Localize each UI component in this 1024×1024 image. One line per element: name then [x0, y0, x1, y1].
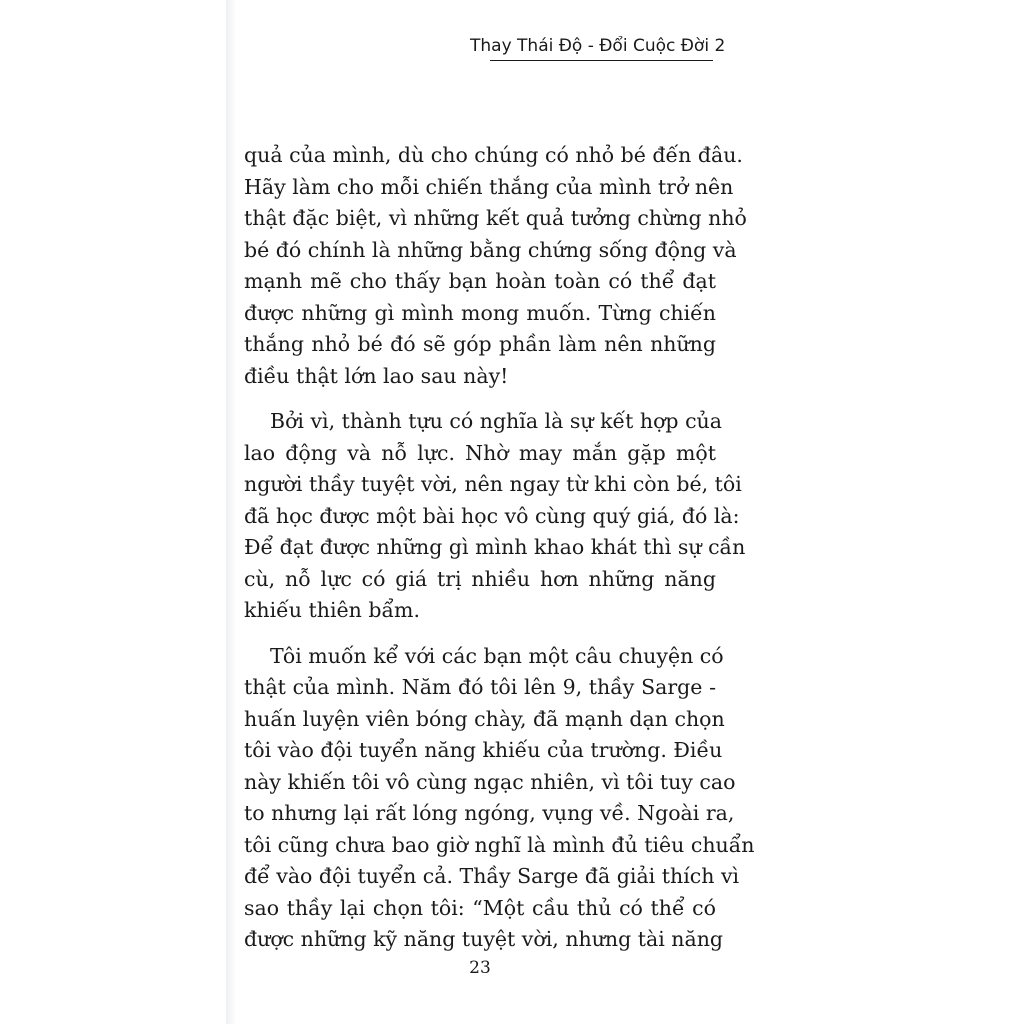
text-line: Hãy làm cho mỗi chiến thắng của mình trở nên: [244, 174, 734, 199]
paragraph: [244, 641, 755, 956]
text-line: đã học được một bài học vô cùng quý giá, đó là:: [244, 503, 740, 528]
paragraph: [244, 140, 747, 392]
text-line: được những kỹ năng tuyệt vời, nhưng tài năng: [244, 927, 724, 951]
text-line: để vào đội tuyển cả. Thầy Sarge đã giải thích vì: [244, 864, 740, 888]
header-underline: [490, 60, 713, 61]
text-line: thật đặc biệt, vì những kết quả tưởng chừng nhỏ: [244, 206, 747, 230]
page-number: 23: [469, 958, 491, 978]
text-line: bé đó chính là những bằng chứng sống động và: [244, 237, 737, 262]
text-line: này khiến tôi vô cùng ngạc nhiên, vì tôi tuy cao: [244, 769, 736, 794]
text-line: thật của mình. Năm đó tôi lên 9, thầy Sarge -: [244, 675, 716, 699]
text-line: sao thầy lại chọn tôi: “Một cầu thủ có thể có: [244, 895, 716, 920]
text-line: quả của mình, dù cho chúng có nhỏ bé đến đâu.: [244, 143, 743, 167]
text-line: thắng nhỏ bé đó sẽ góp phần làm nên những: [244, 332, 716, 356]
text-line: Tôi muốn kể với các bạn một câu chuyện có: [270, 643, 724, 668]
text-line: mạnh mẽ cho thấy bạn hoàn toàn có thể đạt: [244, 269, 716, 293]
paragraph-gap: [244, 392, 716, 406]
text-line: được những gì mình mong muốn. Từng chiến: [244, 300, 716, 325]
text-line: Để đạt được những gì mình khao khát thì sự cần: [244, 535, 746, 559]
paragraph-gap: [244, 627, 716, 641]
text-line: to nhưng lại rất lóng ngóng, vụng về. Ngoài ra,: [244, 801, 735, 825]
text-line: người thầy tuyệt vời, nên ngay từ khi còn bé, tôi: [244, 472, 742, 496]
text-line: tôi vào đội tuyển năng khiếu của trường. Điều: [244, 738, 723, 762]
text-line: cù, nỗ lực có giá trị nhiều hơn những năng: [244, 566, 716, 591]
text-line: điều thật lớn lao sau này!: [244, 363, 509, 388]
running-header-title: Thay Thái Độ - Đổi Cuộc Đời 2: [470, 36, 726, 56]
body-text: [244, 140, 755, 956]
text-line: tôi cũng chưa bao giờ nghĩ là mình đủ tiêu chuẩn: [244, 832, 755, 857]
text-line: lao động và nỗ lực. Nhờ may mắn gặp một: [244, 440, 716, 465]
text-line: Bởi vì, thành tựu có nghĩa là sự kết hợp của: [270, 409, 722, 433]
paragraph: [244, 406, 746, 627]
text-line: huấn luyện viên bóng chày, đã mạnh dạn chọn: [244, 706, 725, 731]
page-edge-shadow: [226, 0, 236, 1024]
text-line: khiếu thiên bẩm.: [244, 598, 421, 622]
